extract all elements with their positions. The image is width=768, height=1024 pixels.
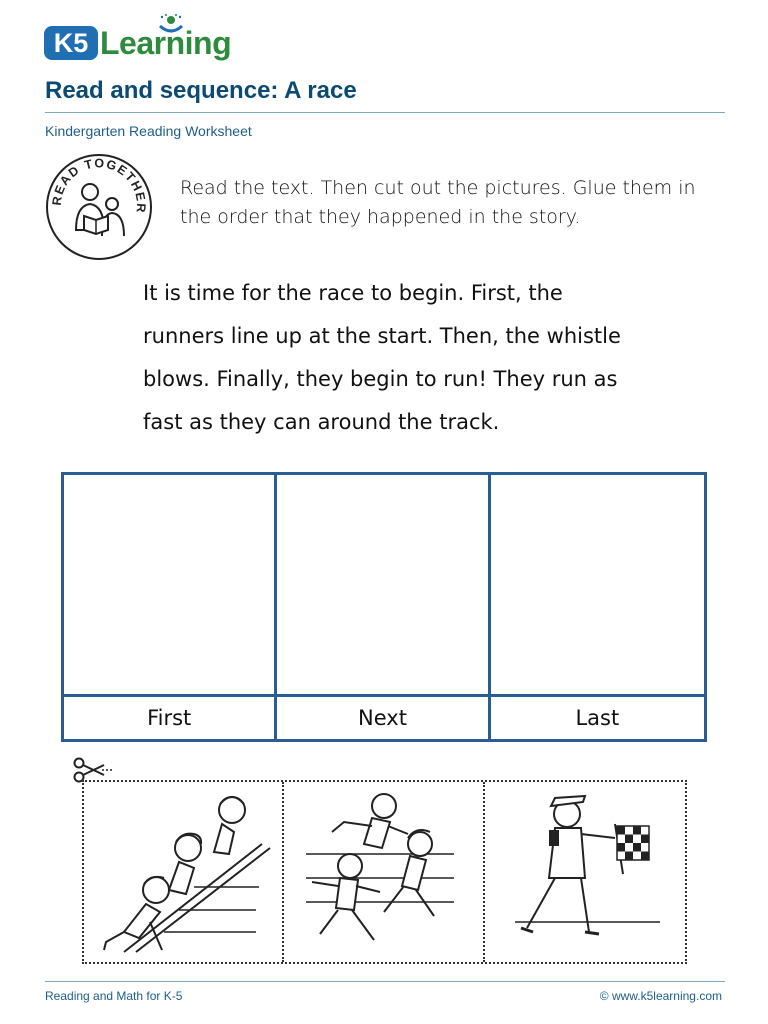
- official-blowing-whistle-with-flag: [485, 782, 685, 962]
- label-last: Last: [491, 694, 704, 739]
- runners-at-start-line: [84, 782, 284, 962]
- page-title: Read and sequence: A race: [45, 77, 357, 104]
- k5-learning-logo: [44, 14, 232, 64]
- header-divider: [45, 112, 725, 113]
- cutout-picture-start[interactable]: [84, 782, 284, 962]
- glue-box-next[interactable]: [277, 475, 490, 694]
- runners-running-on-track: [284, 782, 484, 962]
- badge-text: READ TOGETHER: [49, 156, 149, 215]
- logo-learning-text: Learning: [100, 25, 232, 61]
- label-next: Next: [277, 694, 490, 739]
- story-text: [143, 272, 703, 444]
- cutout-pictures: [82, 780, 687, 964]
- page-subtitle: Kindergarten Reading Worksheet: [45, 123, 252, 139]
- cutout-picture-whistle[interactable]: [485, 782, 685, 962]
- label-first: First: [64, 694, 277, 739]
- logo-k5-text: K5: [53, 28, 89, 58]
- footer-tagline: Reading and Math for K-5: [45, 989, 183, 1003]
- story-line: blows. Finally, they begin to run! They run as: [143, 367, 618, 391]
- footer-divider: [45, 981, 725, 982]
- glue-box-last[interactable]: [491, 475, 704, 694]
- instructions-text: Read the text. Then cut out the pictures. Glue them in the order that they happened in the story.: [180, 177, 696, 228]
- story-line: runners line up at the start. Then, the whistle: [143, 324, 621, 348]
- cutout-picture-running[interactable]: [284, 782, 484, 962]
- story-line: fast as they can around the track.: [143, 410, 500, 434]
- sequence-table: [61, 472, 707, 742]
- glue-box-first[interactable]: [64, 475, 277, 694]
- footer-website: © www.k5learning.com: [599, 989, 722, 1003]
- reading-together-icon: [44, 152, 154, 262]
- read-together-badge: [44, 152, 154, 262]
- logo-figure-icon: [156, 14, 186, 36]
- story-line: It is time for the race to begin. First, the: [143, 281, 563, 305]
